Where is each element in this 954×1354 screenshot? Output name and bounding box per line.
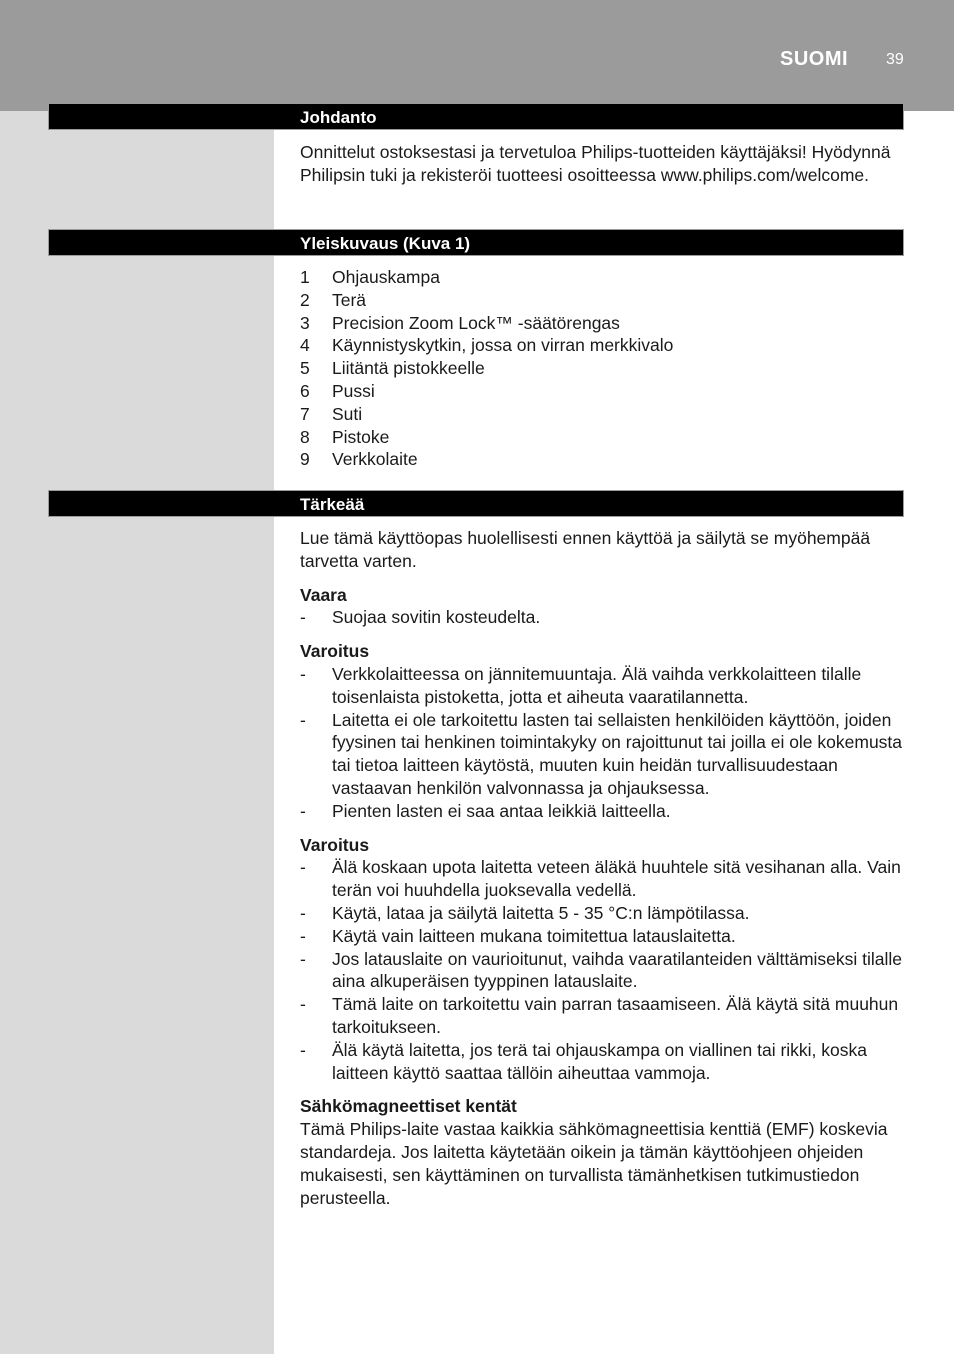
bullet-dash: - (300, 948, 306, 969)
item-label: Pussi (332, 380, 375, 401)
item-text: Suojaa sovitin kosteudelta. (332, 607, 541, 628)
item-text: Laitetta ei ole tarkoitettu lasten tai sellaisten henkilöiden käyttöön, joiden fyysinen tai henkinen toimintakyky on rajoittunut tai joilla ei ole kokemusta tai tietoa laitteen käytöstä, muuten kuin heidän turvallisuudestaan vastaavan henkilön valvonnassa ja ohjauksessa. (332, 709, 903, 798)
item-text: Tämä laite on tarkoitettu vain parran tasaamiseen. Älä käytä sitä muuhun tarkoitukseen. (332, 994, 899, 1037)
item-label: Liitäntä pistokkeelle (332, 358, 485, 379)
bullet-dash: - (300, 1039, 306, 1060)
item-number: 7 (300, 403, 310, 424)
intro-section (300, 141, 906, 187)
item-text: Älä koskaan upota laitetta veteen äläkä huuhtele sitä vesihanan alla. Vain terän voi huuhdella juoksevalla vedellä. (332, 857, 901, 901)
bullet-dash: - (300, 709, 306, 730)
list-item (300, 357, 906, 380)
item-text: Verkkolaitteessa on jännitemuuntaja. Älä vaihda verkkolaitteen tilalle toisenlaista pistoketta, jotta et aiheuta vaaratilannetta. (332, 663, 862, 707)
item-label: Pistoke (332, 426, 390, 447)
section-title: Yleiskuvaus (Kuva 1) (300, 234, 471, 253)
item-text: Pienten lasten ei saa antaa leikkiä laitteella. (332, 800, 671, 821)
list-item (300, 709, 906, 800)
item-number: 8 (300, 426, 310, 447)
list-item (300, 856, 906, 902)
list-item (300, 380, 906, 403)
item-number: 5 (300, 358, 310, 379)
bullet-dash: - (300, 902, 306, 923)
list-item (300, 925, 906, 948)
item-label: Verkkolaite (332, 449, 418, 470)
list-item (300, 800, 906, 823)
important-intro: Lue tämä käyttöopas huolellisesti ennen käyttöä ja säilytä se myöhempää tarvetta varten. (300, 528, 871, 571)
item-text: Älä käytä laitetta, jos terä tai ohjauskampa on viallinen tai rikki, koska laitteen käyttö saattaa tällöin aiheuttaa vammoja. (332, 1039, 867, 1083)
item-number: 3 (300, 312, 310, 333)
emf-text: Tämä Philips-laite vastaa kaikkia sähkömagneettisia kenttiä (EMF) koskevia standardeja. Jos laitetta käytetään oikein ja tämän käyttöohjeen ohjeiden mukaisesti, sen käyttäminen on turvallista tämänhetkisen tutkimustiedon perusteella. (300, 1119, 888, 1208)
item-number: 6 (300, 380, 310, 401)
list-item (300, 948, 906, 994)
section-header-intro (48, 103, 904, 130)
item-label: Käynnistyskytkin, jossa on virran merkkivalo (332, 335, 674, 356)
warning-heading: Varoitus (300, 834, 370, 855)
list-item (300, 266, 906, 289)
list-item (300, 312, 906, 335)
bullet-dash: - (300, 994, 306, 1015)
bullet-dash: - (300, 800, 306, 821)
list-item (300, 426, 906, 449)
danger-heading: Vaara (300, 584, 347, 605)
warning-heading: Varoitus (300, 641, 370, 662)
bullet-dash: - (300, 663, 306, 684)
item-text: Käytä, lataa ja säilytä laitetta 5 - 35 °C:n lämpötilassa. (332, 902, 750, 923)
item-number: 4 (300, 335, 310, 356)
bullet-dash: - (300, 607, 306, 628)
item-label: Suti (332, 403, 363, 424)
item-text: Käytä vain laitteen mukana toimitettua latauslaitetta. (332, 925, 736, 946)
item-label: Terä (332, 289, 367, 310)
bullet-dash: - (300, 857, 306, 878)
section-header-overview (48, 229, 904, 256)
list-item (300, 334, 906, 357)
page-number: 39 (886, 51, 904, 68)
item-number: 2 (300, 289, 310, 310)
list-item (300, 606, 906, 629)
list-item (300, 902, 906, 925)
list-item (300, 663, 906, 709)
list-item (300, 993, 906, 1039)
page-header (0, 0, 954, 111)
bullet-dash: - (300, 925, 306, 946)
parts-list (300, 266, 906, 471)
item-label: Precision Zoom Lock™ -säätörengas (332, 312, 620, 333)
section-title: Johdanto (300, 108, 377, 127)
item-label: Ohjauskampa (332, 267, 440, 287)
section-title: Tärkeää (300, 495, 365, 514)
item-number: 9 (300, 449, 310, 470)
item-number: 1 (300, 267, 310, 287)
list-item (300, 1039, 906, 1085)
overview-section (300, 266, 906, 471)
item-text: Jos latauslaite on vaurioitunut, vaihda vaaratilanteiden välttämiseksi tilalle aina alkuperäisen tyyppinen latauslaite. (332, 948, 903, 992)
list-item (300, 403, 906, 426)
important-section (300, 527, 906, 1209)
intro-text: Onnittelut ostoksestasi ja tervetuloa Philips-tuotteiden käyttäjäksi! Hyödynnä Philipsin tuki ja rekisteröi tuotteesi osoitteessa www.philips.com/welcome. (300, 142, 891, 185)
left-margin-panel (0, 111, 274, 1354)
language-label: SUOMI (780, 48, 849, 70)
list-item (300, 448, 906, 471)
section-header-important (48, 490, 904, 517)
list-item (300, 289, 906, 312)
emf-heading: Sähkömagneettiset kentät (300, 1096, 517, 1117)
